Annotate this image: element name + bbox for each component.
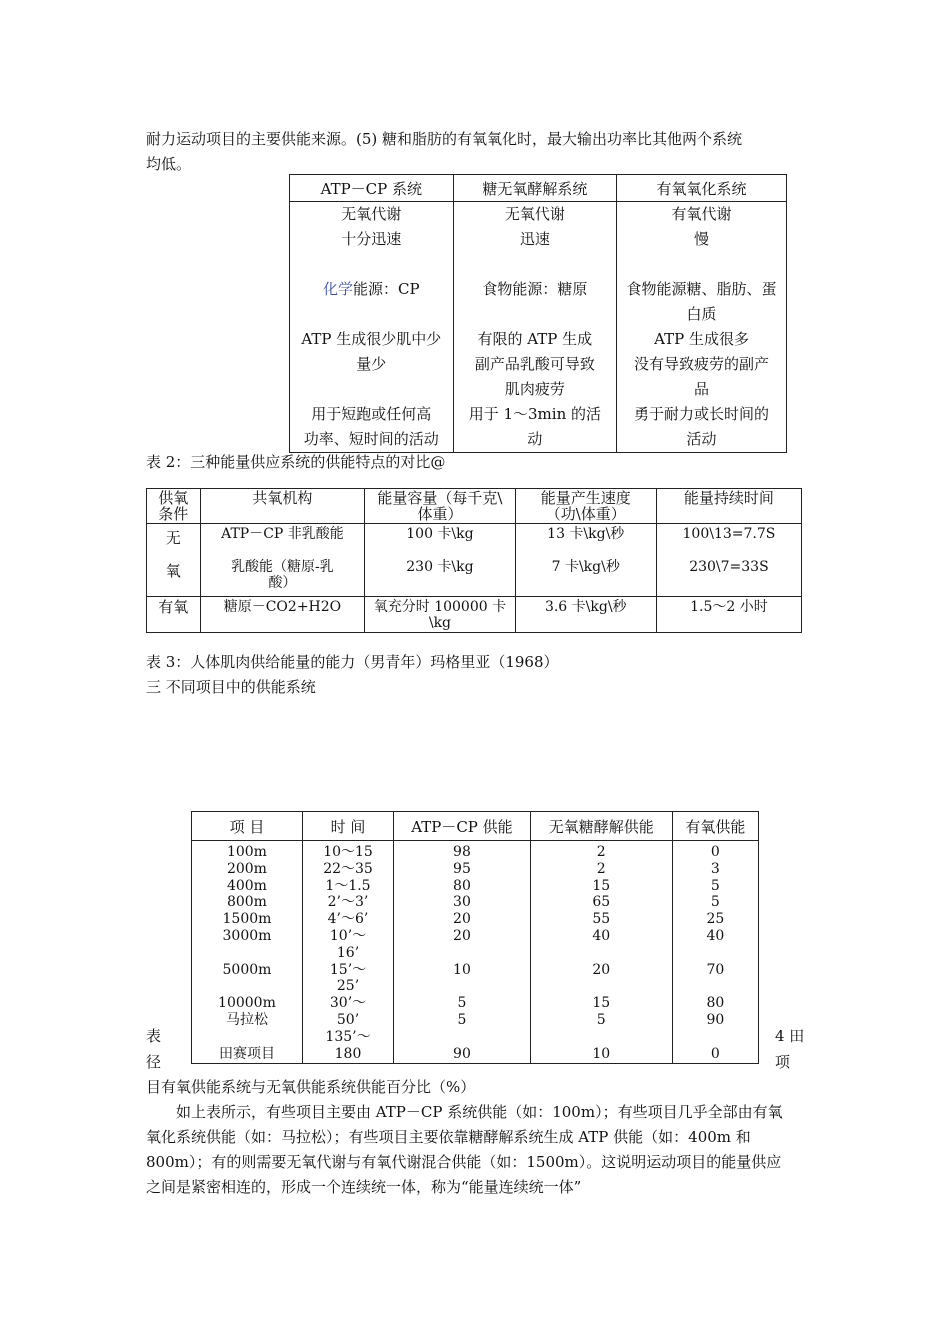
header-aerobic: 有氧供能 <box>672 812 758 841</box>
conclusion-line-2: 氧化系统供能（如：马拉松）；有些项目主要依靠糖酵解系统生成 ATP 供能（如：400m 和 <box>146 1128 751 1146</box>
header-atp-cp: ATP－CP 系统 <box>290 175 454 202</box>
header-mechanism: 共氧机构 <box>200 489 365 524</box>
header-glycolysis: 糖无氧酵解系统 <box>453 175 617 202</box>
header-time: 时 间 <box>302 812 393 841</box>
table-header-row <box>290 175 787 202</box>
table-header-row <box>147 489 802 524</box>
header-capacity: 能量容量（每千克\ 体重） <box>365 489 515 524</box>
conclusion-line-3: 800m）；有的则需要无氧代谢与有氧代谢混合供能（如：1500m）。这说明运动项目的能量供应 <box>146 1153 782 1171</box>
table-row: 乳酸能（糖原-乳 酸） 230 卡\kg 7 卡\kg\秒 230\7=33S <box>147 557 802 597</box>
aerobic-column: 0 3 5 5 25 40 70 80 90 0 <box>672 841 758 1064</box>
intro-paragraph <box>146 127 811 177</box>
table4-left-char-1: 表 <box>146 1027 162 1045</box>
table4-right-chars-1: 4 田 <box>775 1027 805 1045</box>
intro-line-1: 耐力运动项目的主要供能来源。(5) 糖和脂肪的有氧氧化时，最大输出功率比其他两个系统 <box>146 130 743 148</box>
table-caption-4: 目有氧供能系统与无氧供能系统供能百分比（%） <box>146 1078 476 1096</box>
conclusion-line-1: 如上表所示，有些项目主要由 ATP－CP 系统供能（如：100m）；有些项目几乎全部由有氧 <box>176 1103 783 1121</box>
times-column: 10～15 22～35 1～1.5 2’～3’ 4’～6’ 10’～ 16’ 15’～ 25’ 30’～ 50’ 135’～ 180 <box>302 841 393 1064</box>
energy-systems-comparison-table <box>289 174 787 453</box>
header-duration: 能量持续时间 <box>656 489 801 524</box>
table-caption-3: 表 3：人体肌肉供给能量的能力（男青年）玛格里亚（1968） <box>146 653 559 671</box>
table4-right-chars-2: 项 <box>775 1053 791 1071</box>
sports-energy-percentage-table <box>191 811 759 1064</box>
table4-left-char-2: 径 <box>146 1053 162 1071</box>
glycolysis-column: 2 2 15 65 55 40 20 15 5 10 <box>530 841 672 1064</box>
header-speed: 能量产生速度 （功\体重） <box>515 489 656 524</box>
table-header-row <box>192 812 759 841</box>
table-cell: 无氧代谢 迅速 食物能源：糖原 有限的 ATP 生成 副产品乳酸可导致 肌肉疲劳 用于 1～3min 的活 动 <box>453 202 617 453</box>
muscle-energy-capacity-table <box>146 488 802 633</box>
header-oxygen-condition: 供氧 条件 <box>147 489 201 524</box>
cond-anaerobic: 无 氧 <box>147 524 201 597</box>
table-row <box>290 202 787 453</box>
atp-cp-column: 98 95 80 30 20 20 10 5 5 90 <box>394 841 531 1064</box>
table-row: 有氧 糖原－CO2+H2O 氧充分时 100000 卡 \kg 3.6 卡\kg\秒 1.5～2 小时 <box>147 597 802 633</box>
intro-line-2: 均低。 <box>146 155 192 173</box>
table-cell: 有氧代谢 慢 食物能源糖、脂肪、蛋 白质 ATP 生成很多 没有导致疲劳的副产 品 勇于耐力或长时间的 活动 <box>617 202 787 453</box>
chemical-link[interactable]: 化学 <box>323 280 354 298</box>
header-glycolysis: 无氧糖酵解供能 <box>530 812 672 841</box>
header-atp-cp: ATP－CP 供能 <box>394 812 531 841</box>
section-title: 三 不同项目中的供能系统 <box>146 678 316 696</box>
conclusion-paragraph <box>146 1100 811 1200</box>
header-item: 项 目 <box>192 812 303 841</box>
conclusion-line-4: 之间是紧密相连的，形成一个连续统一体，称为“能量连续统一体” <box>146 1178 582 1196</box>
header-aerobic: 有氧氧化系统 <box>617 175 787 202</box>
items-column: 100m 200m 400m 800m 1500m 3000m 5000m 10000m 马拉松 田赛项目 <box>192 841 303 1064</box>
table-row <box>192 841 759 1064</box>
table-cell: 无氧代谢 十分迅速 化学能源：CP ATP 生成很少肌中少 量少 用于短跑或任何高 功率、短时间的活动 <box>290 202 454 453</box>
table-caption-2: 表 2：三种能量供应系统的供能特点的对比@ <box>146 453 446 471</box>
table-row: 无 氧 ATP－CP 非乳酸能 100 卡\kg 13 卡\kg\秒 100\13=7.7S <box>147 524 802 558</box>
